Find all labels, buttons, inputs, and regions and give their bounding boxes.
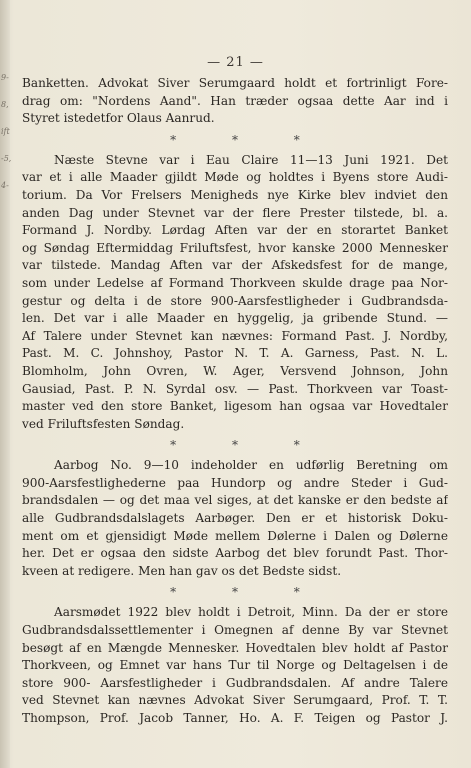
text-line: var tilstede. Mandag Aften var der Afskedsfest for de mange,: [22, 258, 448, 273]
paragraph-aarbog: [22, 457, 448, 580]
text-line: Blomholm, John Ovren, W. Ager, Versvend Johnson, John: [22, 363, 448, 378]
margin-mark: 8,: [1, 100, 9, 109]
text-line: Thorkveen, og Emnet var hans Tur til Norge og Deltagelsen i de: [22, 658, 448, 673]
text-line: Styret istedetfor Olaus Aanrud.: [22, 111, 215, 126]
text-line: store 900- Aarsfestligheder i Gudbrandsdalen. Af andre Talere: [22, 675, 448, 690]
text-line: kveen at redigere. Men han gav os det Bedste sidst.: [22, 563, 342, 578]
section-separator: * * *: [170, 585, 326, 600]
page-body: [22, 75, 448, 728]
text-line: Aarbog No. 9—10 indeholder en udførlig Beretning om: [54, 458, 448, 473]
text-line: drag om: "Nordens Aand". Han træder ogsaa dette Aar ind i: [22, 93, 448, 108]
text-line: brandsdalen — og det maa vel siges, at det kanske er den bedste af: [22, 493, 448, 508]
text-line: Thompson, Prof. Jacob Tanner, Ho. A. F. Teigen og Pastor J.: [22, 711, 448, 725]
paragraph-aarsmodet-1922: [22, 604, 448, 727]
text-line: alle Gudbrandsdalslagets Aarbøger. Den er et historisk Doku-: [22, 511, 448, 526]
text-line: Banketten. Advokat Siver Serumgaard holdt et fortrinligt Fore-: [22, 76, 448, 90]
text-line: besøgt af en Mængde Mennesker. Hovedtalen blev holdt af Pastor: [22, 640, 448, 655]
text-line: som under Ledelse af Formand Thorkveen skulde drage paa Nor-: [22, 275, 448, 290]
text-line: gestur og delta i de store 900-Aarsfestligheder i Gudbrandsda-: [22, 293, 448, 308]
margin-mark: ift: [1, 127, 10, 136]
text-line: Næste Stevne var i Eau Claire 11—13 Juni 1921. Det: [54, 152, 448, 167]
text-line: Formand J. Nordby. Lørdag Aften var der en storartet Banket: [22, 223, 448, 238]
margin-mark: 9-: [1, 73, 9, 82]
paragraph-eau-claire: [22, 152, 448, 434]
text-line: og Søndag Eftermiddag Friluftsfest, hvor kanske 2000 Mennesker: [22, 240, 448, 255]
text-line: ved Friluftsfesten Søndag.: [22, 416, 185, 431]
text-line: 900-Aarsfestlighederne paa Hundorp og andre Steder i Gud-: [22, 475, 448, 490]
text-line: Af Talere under Stevnet kan nævnes: Formand Past. J. Nordby,: [22, 328, 448, 343]
text-line: ment om et gjensidigt Møde mellem Dølerne i Dalen og Dølerne: [22, 528, 448, 543]
text-line: Gausiad, Past. P. N. Syrdal osv. — Past. Thorkveen var Toast-: [22, 381, 448, 396]
text-line: torium. Da Vor Frelsers Menigheds nye Kirke blev indviet den: [22, 187, 448, 202]
text-line: anden Dag under Stevnet var der flere Prester tilstede, bl. a.: [22, 205, 448, 220]
section-separator: * * *: [170, 132, 326, 147]
paragraph-banketten: [22, 75, 448, 128]
text-line: her. Det er ogsaa den sidste Aarbog det blev forundt Past. Thor-: [22, 546, 448, 561]
text-line: Past. M. C. Johnshoy, Pastor N. T. A. Garness, Past. N. L.: [22, 346, 448, 361]
text-line: Aarsmødet 1922 blev holdt i Detroit, Minn. Da der er store: [54, 605, 448, 620]
text-line: var et i alle Maader gjildt Møde og holdtes i Byens store Audi-: [22, 170, 448, 185]
margin-mark: 4-: [1, 181, 9, 190]
text-line: master ved den store Banket, ligesom han ogsaa var Hovedtaler: [22, 399, 448, 414]
text-line: len. Det var i alle Maader en hyggelig, ja gribende Stund. —: [22, 311, 448, 326]
section-separator: * * *: [170, 438, 326, 453]
margin-mark: -5,: [1, 154, 12, 163]
page-number: — 21 —: [207, 55, 264, 70]
text-line: ved Stevnet kan nævnes Advokat Siver Serumgaard, Prof. T. T.: [22, 693, 448, 708]
margin-bleed-through: [1, 64, 11, 199]
text-line: Gudbrandsdalssettlementer i Omegnen af denne By var Stevnet: [22, 623, 448, 638]
